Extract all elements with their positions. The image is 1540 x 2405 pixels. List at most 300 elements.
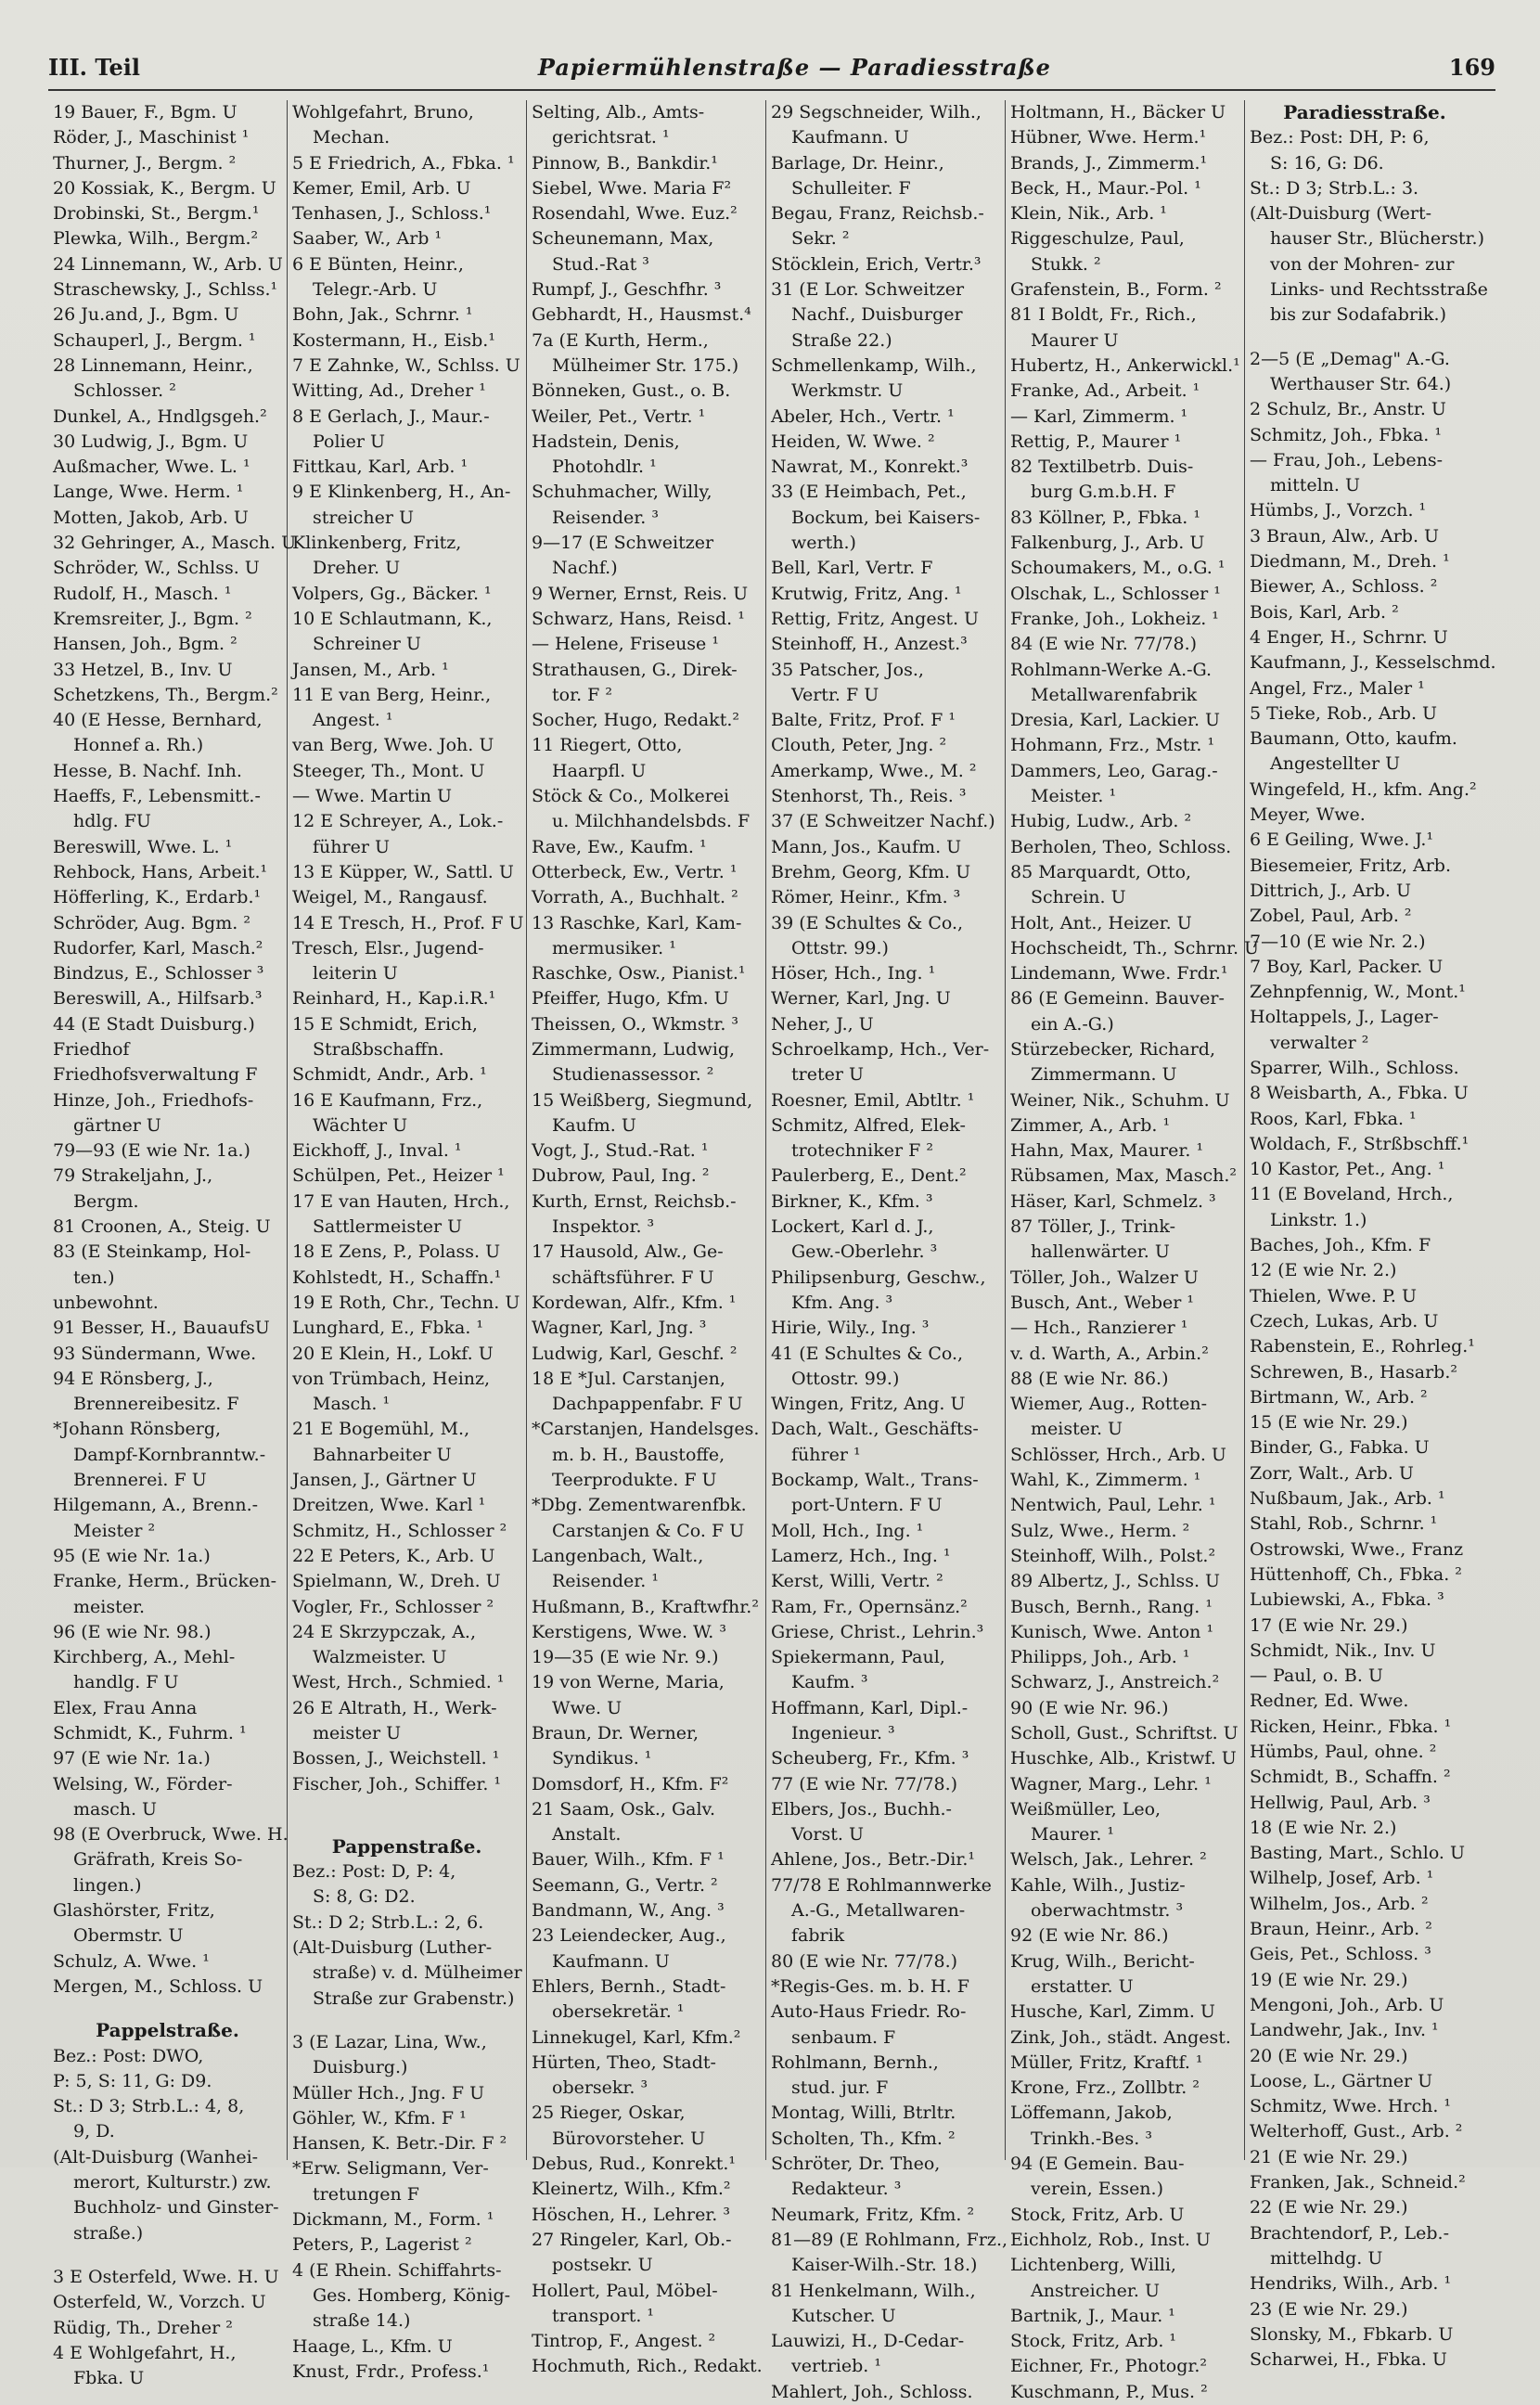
directory-entry: Mengoni, Joh., Arb. U xyxy=(1250,1994,1444,2015)
directory-entry: Weigel, M., Rangausf. xyxy=(292,887,488,908)
directory-entry: 6 E Bünten, Heinr., xyxy=(292,253,464,275)
directory-entry: Spiekermann, Paul, xyxy=(771,1647,945,1668)
directory-entry: treter U xyxy=(791,1064,864,1086)
directory-entry: Zehnpfennig, W., Mont.¹ xyxy=(1250,982,1466,1003)
directory-entry: Dampf-Kornbranntw.- xyxy=(73,1444,266,1465)
directory-entry: Scharwei, H., Fbka. U xyxy=(1250,2349,1447,2371)
directory-entry: trotechniker F ² xyxy=(791,1140,933,1162)
directory-entry: Römer, Heinr., Kfm. ³ xyxy=(771,887,961,908)
directory-entry: Zorr, Walt., Arb. U xyxy=(1250,1462,1414,1484)
directory-entry: Höfferling, K., Erdarb.¹ xyxy=(53,887,262,908)
directory-entry: Werthauser Str. 64.) xyxy=(1270,373,1452,394)
directory-entry: Nentwich, Paul, Lehr. ¹ xyxy=(1010,1495,1216,1516)
directory-entry: Schulz, A. Wwe. ¹ xyxy=(53,1950,210,1972)
directory-entry: Elex, Frau Anna xyxy=(53,1697,198,1718)
directory-entry: Honnef a. Rh.) xyxy=(73,735,204,756)
directory-entry: 2 Schulz, Br., Anstr. U xyxy=(1250,399,1446,420)
directory-entry: Neumark, Fritz, Kfm. ² xyxy=(771,2204,975,2225)
directory-entry: Wingen, Fritz, Ang. U xyxy=(771,1394,966,1415)
directory-entry: 10 E Schlautmann, K., xyxy=(292,608,493,629)
directory-entry: Dickmann, M., Form. ¹ xyxy=(292,2209,494,2231)
directory-entry: 15 E Schmidt, Erich, xyxy=(292,1013,478,1035)
directory-entry: Neher, J., U xyxy=(771,1013,874,1035)
directory-entry: Straße zur Grabenstr.) xyxy=(313,1987,515,2009)
directory-entry: Polier U xyxy=(313,431,385,452)
directory-entry: Diedmann, M., Dreh. ¹ xyxy=(1250,551,1450,572)
directory-entry: Angestellter U xyxy=(1270,753,1401,775)
directory-entry: Bauer, Wilh., Kfm. F ¹ xyxy=(532,1849,725,1871)
directory-entry: S: 16, G: D6. xyxy=(1270,152,1384,174)
directory-entry: Biesemeier, Fritz, Arb. xyxy=(1250,855,1452,876)
directory-entry: Lauwizi, H., D-Cedar- xyxy=(771,2331,965,2352)
directory-entry: schäftsführer. F U xyxy=(552,1267,714,1288)
directory-entry: Bossen, J., Weichstell. ¹ xyxy=(292,1748,500,1769)
directory-entry: Stud.-Rat ³ xyxy=(552,253,649,275)
spacer xyxy=(53,2000,282,2018)
directory-entry: Hochmuth, Rich., Redakt. xyxy=(532,2356,763,2377)
directory-entry: Brachtendorf, P., Leb.- xyxy=(1250,2222,1450,2244)
directory-entry: 18 (E wie Nr. 2.) xyxy=(1250,1817,1397,1838)
directory-entry: Schröter, Dr. Theo, xyxy=(771,2154,941,2175)
directory-entry: Bereswill, A., Hilfsarb.³ xyxy=(53,988,263,1010)
directory-entry: Bartnik, J., Maur. ¹ xyxy=(1010,2305,1175,2326)
directory-entry: 9 E Klinkenberg, H., An- xyxy=(292,482,511,503)
directory-entry: Syndikus. ¹ xyxy=(552,1748,652,1769)
directory-entry: Scheunemann, Max, xyxy=(532,228,714,250)
directory-entry: oberwachtmstr. ³ xyxy=(1031,1900,1184,1922)
directory-entry: Schmidt, Andr., Arb. ¹ xyxy=(292,1064,487,1086)
directory-entry: 28 Linnemann, Heinr., xyxy=(53,354,253,376)
directory-entry: Langenbach, Walt., xyxy=(532,1545,704,1566)
directory-entry: Schuhmacher, Willy, xyxy=(532,482,712,503)
directory-entry: Hirie, Wily., Ing. ³ xyxy=(771,1318,930,1339)
directory-entry: Stürzebecker, Richard, xyxy=(1010,1038,1215,1060)
directory-entry: 21 (E wie Nr. 29.) xyxy=(1250,2146,1408,2167)
directory-entry: m. b. H., Baustoffe, xyxy=(552,1444,725,1465)
directory-entry: Hendriks, Wilh., Arb. ¹ xyxy=(1250,2273,1452,2295)
directory-entry: Maurer U xyxy=(1031,329,1119,351)
directory-entry: Debus, Rud., Konrekt.¹ xyxy=(532,2154,737,2175)
directory-entry: verwalter ² xyxy=(1270,1032,1369,1053)
directory-entry: Bürovorsteher. U xyxy=(552,2128,706,2149)
directory-entry: Ges. Homberg, König- xyxy=(313,2284,511,2306)
directory-entry: Balte, Fritz, Prof. F ¹ xyxy=(771,710,956,731)
directory-entry: Riggeschulze, Paul, xyxy=(1010,228,1185,250)
directory-entry: 20 Kossiak, K., Bergm. U xyxy=(53,177,276,199)
directory-entry: von der Mohren- zur xyxy=(1270,253,1455,275)
directory-entry: Roesner, Emil, Abtltr. ¹ xyxy=(771,1089,975,1111)
directory-entry: — Frau, Joh., Lebens- xyxy=(1250,449,1444,470)
directory-entry: Saaber, W., Arb ¹ xyxy=(292,228,443,250)
directory-entry: Siebel, Wwe. Maria F² xyxy=(532,177,732,199)
directory-entry: Stenhorst, Th., Reis. ³ xyxy=(771,786,967,807)
directory-entry: Bez.: Post: D, P: 4, xyxy=(292,1861,456,1883)
directory-entry: Moll, Hch., Ing. ¹ xyxy=(771,1520,924,1541)
directory-entry: Braun, Dr. Werner, xyxy=(532,1723,699,1743)
directory-entry: Drobinski, St., Bergm.¹ xyxy=(53,203,260,225)
directory-entry: Elbers, Jos., Buchh.- xyxy=(771,1798,952,1820)
directory-entry: A.-G., Metallwaren- xyxy=(791,1900,966,1922)
directory-entry: *Carstanjen, Handelsges. xyxy=(532,1419,760,1440)
directory-entry: Redakteur. ³ xyxy=(791,2179,902,2200)
directory-entry: Grafenstein, B., Form. ² xyxy=(1010,279,1222,301)
directory-entry: 81—89 (E Rohlmann, Frz., xyxy=(771,2229,1008,2250)
directory-entry: meister. xyxy=(73,1596,146,1617)
directory-entry: Nawrat, M., Konrekt.³ xyxy=(771,457,969,478)
directory-entry: Ricken, Heinr., Fbka. ¹ xyxy=(1250,1716,1452,1737)
directory-entry: hallenwärter. U xyxy=(1031,1241,1170,1263)
directory-entry: Birtmann, W., Arb. ² xyxy=(1250,1386,1428,1408)
directory-entry: führer ¹ xyxy=(791,1444,861,1465)
directory-entry: Bohn, Jak., Schrnr. ¹ xyxy=(292,304,473,326)
directory-entry: Stock, Fritz, Arb. U xyxy=(1010,2204,1185,2225)
directory-entry: Rohlmann, Bernh., xyxy=(771,2051,939,2073)
directory-entry: hdlg. FU xyxy=(73,811,151,832)
directory-entry: Welterhoff, Gust., Arb. ² xyxy=(1250,2121,1463,2142)
directory-entry: Schoumakers, M., o.G. ¹ xyxy=(1010,558,1226,579)
directory-entry: Lamerz, Hch., Ing. ¹ xyxy=(771,1545,951,1566)
directory-entry: Rudolf, H., Masch. ¹ xyxy=(53,583,232,604)
directory-entry: Loose, L., Gärtner U xyxy=(1250,2070,1433,2091)
directory-entry: Masch. ¹ xyxy=(313,1394,391,1415)
directory-entry: Brennereibesitz. F xyxy=(73,1394,239,1415)
directory-entry: Gebhardt, H., Hausmst.⁴ xyxy=(532,304,751,326)
directory-entry: Dittrich, J., Arb. U xyxy=(1250,880,1412,901)
directory-entry: 2—5 (E „Demag" A.-G. xyxy=(1250,348,1450,369)
directory-entry: Bez.: Post: DH, P: 6, xyxy=(1250,127,1430,148)
directory-entry: Mann, Jos., Kaufm. U xyxy=(771,836,962,857)
directory-entry: Buchholz- und Ginster- xyxy=(73,2197,279,2219)
directory-entry: Bergm. xyxy=(73,1190,139,1212)
directory-entry: Müller, Fritz, Kraftf. ¹ xyxy=(1010,2051,1203,2073)
directory-entry: Holtappels, J., Lager- xyxy=(1250,1007,1439,1028)
directory-entry: Vertr. F U xyxy=(791,684,879,705)
directory-column xyxy=(288,100,527,2382)
directory-entry: van Berg, Wwe. Joh. U xyxy=(292,735,494,756)
directory-entry: lingen.) xyxy=(73,1874,142,1896)
directory-entry: Busch, Ant., Weber ¹ xyxy=(1010,1292,1194,1313)
directory-entry: S: 8, G: D2. xyxy=(313,1886,416,1908)
directory-entry: Hohmann, Frz., Mstr. ¹ xyxy=(1010,735,1215,756)
spacer xyxy=(292,2012,521,2030)
directory-entry: Hümbs, Paul, ohne. ² xyxy=(1250,1742,1437,1762)
directory-entry: Sattlermeister U xyxy=(313,1216,463,1238)
directory-entry: Ostrowski, Wwe., Franz xyxy=(1250,1538,1464,1560)
directory-entry: vertrieb. ¹ xyxy=(791,2356,881,2377)
directory-entry: Photohdlr. ¹ xyxy=(552,457,657,478)
directory-entry: Anstalt. xyxy=(552,1824,622,1846)
directory-entry: Zimmermann. U xyxy=(1031,1064,1177,1086)
directory-entry: Basting, Mart., Schlo. U xyxy=(1250,1843,1466,1864)
directory-entry: Schlösser, Hrch., Arb. U xyxy=(1010,1444,1226,1465)
directory-entry: Inspektor. ³ xyxy=(552,1216,655,1238)
directory-entry: 26 Ju.and, J., Bgm. U xyxy=(53,304,239,326)
directory-entry: 92 (E wie Nr. 86.) xyxy=(1010,1925,1169,1947)
directory-entry: 26 E Altrath, H., Werk- xyxy=(292,1697,497,1718)
directory-entry: 83 (E Steinkamp, Hol- xyxy=(53,1241,251,1263)
directory-entry: 5 E Friedrich, A., Fbka. ¹ xyxy=(292,152,515,174)
directory-entry: 79—93 (E wie Nr. 1a.) xyxy=(53,1140,250,1162)
directory-entry: Kirchberg, A., Mehl- xyxy=(53,1647,236,1668)
directory-entry: Rehbock, Hans, Arbeit.¹ xyxy=(53,861,268,882)
directory-entry: 18 E Zens, P., Polass. U xyxy=(292,1241,501,1263)
directory-entry: Baumann, Otto, kaufm. xyxy=(1250,728,1457,750)
directory-entry: Krutwig, Fritz, Ang. ¹ xyxy=(771,583,962,604)
directory-entry: 35 Patscher, Jos., xyxy=(771,659,924,680)
directory-entry: Klein, Nik., Arb. ¹ xyxy=(1010,203,1167,225)
directory-entry: Franke, Ad., Arbeit. ¹ xyxy=(1010,380,1200,402)
directory-entry: Kfm. Ang. ³ xyxy=(791,1292,893,1313)
directory-entry: Dunkel, A., Hndlgsgeh.² xyxy=(53,405,267,427)
directory-entry: Franke, Joh., Lokheiz. ¹ xyxy=(1010,608,1219,629)
directory-entry: 4 E Wohlgefahrt, H., xyxy=(53,2342,237,2363)
street-heading: Pappenstraße. xyxy=(331,1834,482,1858)
directory-entry: Rübsamen, Max, Masch.² xyxy=(1010,1165,1238,1187)
directory-column xyxy=(48,100,297,2389)
directory-entry: Reinhard, H., Kap.i.R.¹ xyxy=(292,988,496,1010)
directory-entry: Thielen, Wwe. P. U xyxy=(1250,1285,1418,1306)
directory-entry: Mahlert, Joh., Schloss. xyxy=(771,2381,973,2402)
directory-entry: Lange, Wwe. Herm. ¹ xyxy=(53,482,244,503)
directory-entry: Schmidt, B., Schaffn. ² xyxy=(1250,1767,1451,1788)
directory-entry: Stahl, Rob., Schrnr. ¹ xyxy=(1250,1513,1438,1535)
directory-entry: Maurer. ¹ xyxy=(1031,1824,1115,1846)
directory-entry: Welsch, Jak., Lehrer. ² xyxy=(1010,1849,1207,1871)
directory-entry: 27 Ringeler, Karl, Ob.- xyxy=(532,2229,732,2250)
directory-entry: Holtmann, H., Bäcker U xyxy=(1010,102,1226,122)
directory-entry: Dreher. U xyxy=(313,558,401,579)
directory-entry: Kuschmann, P., Mus. ² xyxy=(1010,2381,1208,2402)
directory-entry: senbaum. F xyxy=(791,2026,896,2048)
directory-entry: Eichner, Fr., Photogr.² xyxy=(1010,2356,1208,2377)
directory-entry: Röder, J., Maschinist ¹ xyxy=(53,127,250,148)
directory-entry: straße.) xyxy=(73,2222,144,2244)
directory-entry: — Helene, Friseuse ¹ xyxy=(532,634,719,655)
spacer xyxy=(53,2246,282,2265)
directory-entry: Schmidt, Nik., Inv. U xyxy=(1250,1640,1436,1661)
directory-entry: 7—10 (E wie Nr. 2.) xyxy=(1250,931,1426,952)
directory-entry: führer U xyxy=(313,836,390,857)
directory-entry: Linkstr. 1.) xyxy=(1270,1209,1367,1230)
directory-entry: Ram, Fr., Opernsänz.² xyxy=(771,1596,968,1617)
directory-entry: Links- und Rechtsstraße xyxy=(1270,279,1488,301)
directory-entry: tretungen F xyxy=(313,2183,419,2205)
directory-entry: 77/78 E Rohlmannwerke xyxy=(771,1874,992,1896)
directory-entry: — Wwe. Martin U xyxy=(292,786,453,807)
directory-entry: Kaiser-Wilh.-Str. 18.) xyxy=(791,2255,978,2276)
directory-entry: Schwarz, J., Anstreich.² xyxy=(1010,1672,1220,1693)
directory-entry: Schreiner U xyxy=(313,634,421,655)
directory-entry: 19 E Roth, Chr., Techn. U xyxy=(292,1292,520,1313)
directory-column xyxy=(527,100,766,2377)
directory-entry: Theissen, O., Wkmstr. ³ xyxy=(532,1013,739,1035)
directory-entry: Stöcklein, Erich, Vertr.³ xyxy=(771,253,982,275)
directory-entry: postsekr. U xyxy=(552,2255,653,2276)
directory-entry: — Hch., Ranzierer ¹ xyxy=(1010,1318,1188,1339)
directory-entry: Barlage, Dr. Heinr., xyxy=(771,152,944,174)
directory-entry: Spielmann, W., Dreh. U xyxy=(292,1571,501,1592)
directory-entry: mittelhdg. U xyxy=(1270,2247,1383,2269)
directory-entry: Lockert, Karl d. J., xyxy=(771,1216,934,1238)
directory-entry: 17 (E wie Nr. 29.) xyxy=(1250,1614,1408,1636)
directory-entry: mitteln. U xyxy=(1270,475,1361,496)
directory-entry: Wwe. U xyxy=(552,1697,622,1718)
directory-entry: straße) v. d. Mülheimer xyxy=(313,1962,522,1984)
directory-entry: Krug, Wilh., Bericht- xyxy=(1010,1950,1195,1972)
directory-entry: Brands, J., Zimmerm.¹ xyxy=(1010,152,1208,174)
directory-entry: 13 Raschke, Karl, Kam- xyxy=(532,912,742,933)
directory-entry: Schülpen, Pet., Heizer ¹ xyxy=(292,1165,505,1187)
directory-entry: 9—17 (E Schweitzer xyxy=(532,533,714,554)
directory-entry: Tintrop, F., Angest. ² xyxy=(532,2331,716,2352)
directory-entry: Carstanjen & Co. F U xyxy=(552,1520,745,1541)
directory-entry: Wächter U xyxy=(313,1114,408,1136)
directory-entry: Fbka. U xyxy=(73,2368,145,2389)
directory-entry: 89 Albertz, J., Schlss. U xyxy=(1010,1571,1221,1592)
directory-entry: *Dbg. Zementwarenfbk. xyxy=(532,1495,747,1516)
directory-entry: Welsing, W., Förder- xyxy=(53,1773,233,1794)
directory-entry: verein, Essen.) xyxy=(1031,2179,1164,2200)
directory-entry: Bockamp, Walt., Trans- xyxy=(771,1470,979,1491)
directory-entry: Dammers, Leo, Garag.- xyxy=(1010,760,1218,781)
directory-entry: Weißmüller, Leo, xyxy=(1010,1798,1161,1820)
directory-entry: Steinhoff, Wilh., Polst.² xyxy=(1010,1545,1216,1566)
directory-entry: Kordewan, Alfr., Kfm. ¹ xyxy=(532,1292,737,1313)
directory-entry: Rosendahl, Wwe. Euz.² xyxy=(532,203,738,225)
directory-entry: Kaufmann. U xyxy=(791,127,909,148)
directory-entry: Kohlstedt, H., Schaffn.¹ xyxy=(292,1267,502,1288)
directory-entry: Jansen, J., Gärtner U xyxy=(292,1470,477,1491)
directory-entry: Begau, Franz, Reichsb.- xyxy=(771,203,984,225)
directory-entry: Wagner, Marg., Lehr. ¹ xyxy=(1010,1773,1212,1794)
directory-column xyxy=(766,100,1008,2402)
directory-entry: 39 (E Schultes & Co., xyxy=(771,912,964,933)
directory-entry: Tenhasen, J., Schloss.¹ xyxy=(292,203,492,225)
directory-entry: Berholen, Theo, Schloss. xyxy=(1010,836,1232,857)
directory-entry: Peters, P., Lagerist ² xyxy=(292,2234,472,2256)
street-heading: Paradiesstraße. xyxy=(1283,101,1446,123)
directory-entry: 13 E Küpper, W., Sattl. U xyxy=(292,861,514,882)
directory-entry: Friedhofsverwaltung F xyxy=(53,1064,258,1086)
directory-entry: 19 (E wie Nr. 29.) xyxy=(1250,1969,1408,1990)
directory-entry: Griese, Christ., Lehrin.³ xyxy=(771,1621,984,1642)
directory-entry: Kunisch, Wwe. Anton ¹ xyxy=(1010,1621,1214,1642)
directory-entry: Angest. ¹ xyxy=(313,710,393,731)
directory-entry: Wiemer, Aug., Rotten- xyxy=(1010,1394,1208,1415)
directory-entry: Slonsky, M., Fbkarb. U xyxy=(1250,2323,1454,2345)
directory-entry: Knust, Frdr., Profess.¹ xyxy=(292,2360,490,2382)
directory-entry: Vogt, J., Stud.-Rat. ¹ xyxy=(532,1140,709,1162)
directory-entry: Hadstein, Denis, xyxy=(532,431,680,452)
directory-entry: 88 (E wie Nr. 86.) xyxy=(1010,1368,1169,1389)
directory-entry: Rohlmann-Werke A.-G. xyxy=(1010,659,1213,680)
directory-entry: Reisender. ¹ xyxy=(552,1571,659,1592)
directory-entry: Biewer, A., Schloss. ² xyxy=(1250,576,1438,598)
directory-entry: Kerstigens, Wwe. W. ³ xyxy=(532,1621,726,1642)
directory-entry: Mergen, M., Schloss. U xyxy=(53,1975,263,1997)
directory-entry: Schmitz, Joh., Fbka. ¹ xyxy=(1250,424,1443,445)
directory-entry: Montag, Willi, Btrltr. xyxy=(771,2103,956,2124)
directory-entry: Hüttenhoff, Ch., Fbka. ² xyxy=(1250,1563,1462,1585)
directory-entry: 98 (E Overbruck, Wwe. H. xyxy=(53,1824,289,1846)
directory-entry: Falkenburg, J., Arb. U xyxy=(1010,533,1205,554)
directory-entry: stud. jur. F xyxy=(791,2077,889,2099)
directory-entry: meister U xyxy=(313,1723,402,1743)
directory-entry: Roos, Karl, Fbka. ¹ xyxy=(1250,1108,1417,1129)
directory-entry: leiterin U xyxy=(313,963,398,984)
directory-entry: 6 E Geiling, Wwe. J.¹ xyxy=(1250,830,1434,851)
directory-entry: Rumpf, J., Geschfhr. ³ xyxy=(532,279,722,301)
directory-entry: 9, D. xyxy=(73,2121,115,2142)
directory-entry: 8 E Gerlach, J., Maur.- xyxy=(292,405,490,427)
directory-entry: Husche, Karl, Zimm. U xyxy=(1010,2001,1215,2023)
directory-entry: burg G.m.b.H. F xyxy=(1031,482,1176,503)
directory-entry: Bez.: Post: DWO, xyxy=(53,2045,204,2066)
directory-entry: Schröder, W., Schlss. U xyxy=(53,558,260,579)
directory-entry: Hellwig, Paul, Arb. ³ xyxy=(1250,1792,1431,1813)
directory-entry: Telegr.-Arb. U xyxy=(313,279,438,301)
directory-column xyxy=(1245,100,1496,2371)
directory-entry: Jansen, M., Arb. ¹ xyxy=(292,659,449,680)
directory-entry: Wohlgefahrt, Bruno, xyxy=(292,102,474,122)
directory-entry: Höser, Hch., Ing. ¹ xyxy=(771,963,936,984)
directory-entry: Meister. ¹ xyxy=(1031,786,1117,807)
directory-entry: tor. F ² xyxy=(552,684,612,705)
spacer xyxy=(1250,328,1480,347)
directory-entry: Trinkh.-Bes. ³ xyxy=(1031,2128,1152,2149)
directory-entry: Baches, Joh., Kfm. F xyxy=(1250,1235,1431,1256)
directory-entry: Hußmann, B., Kraftwfhr.² xyxy=(532,1596,759,1617)
directory-entry: Pfeiffer, Hugo, Kfm. U xyxy=(532,988,729,1010)
directory-entry: Rudorfer, Karl, Masch.² xyxy=(53,937,263,958)
directory-entry: 25 Rieger, Oskar, xyxy=(532,2103,686,2124)
directory-entry: 5 Tieke, Rob., Arb. U xyxy=(1250,702,1438,724)
directory-entry: Kutscher. U xyxy=(791,2305,896,2326)
directory-entry: Abeler, Hch., Vertr. ¹ xyxy=(771,405,955,427)
directory-entry: Bereswill, Wwe. L. ¹ xyxy=(53,836,233,857)
directory-entry: Haage, L., Kfm. U xyxy=(292,2335,453,2357)
directory-entry: Schauperl, J., Bergm. ¹ xyxy=(53,329,256,351)
directory-entry: Bindzus, E., Schlosser ³ xyxy=(53,963,264,984)
directory-entry: 20 E Klein, H., Lokf. U xyxy=(292,1343,494,1364)
directory-entry: Ahlene, Jos., Betr.-Dir.¹ xyxy=(771,1849,976,1871)
directory-entry: 91 Besser, H., BauaufsU xyxy=(53,1318,270,1339)
directory-entry: Linnekugel, Karl, Kfm.² xyxy=(532,2026,741,2048)
directory-entry: Philipsenburg, Geschw., xyxy=(771,1267,986,1288)
directory-entry: Sparrer, Wilh., Schloss. xyxy=(1250,1057,1459,1078)
directory-entry: mermusiker. ¹ xyxy=(552,937,676,958)
directory-entry: Werner, Karl, Jng. U xyxy=(771,988,951,1010)
directory-entry: 33 (E Heimbach, Pet., xyxy=(771,482,967,503)
directory-entry: Gew.-Oberlehr. ³ xyxy=(791,1241,938,1263)
directory-entry: Lindemann, Wwe. Frdr.¹ xyxy=(1010,963,1228,984)
directory-entry: Huschke, Alb., Kristwf. U xyxy=(1010,1748,1237,1769)
directory-entry: Gräfrath, Kreis So- xyxy=(73,1849,243,1871)
directory-entry: Häser, Karl, Schmelz. ³ xyxy=(1010,1190,1216,1212)
directory-entry: 21 Saam, Osk., Galv. xyxy=(532,1798,716,1820)
directory-entry: 22 (E wie Nr. 29.) xyxy=(1250,2197,1408,2219)
directory-entry: Thurner, J., Bergm. ² xyxy=(53,152,237,174)
directory-entry: Strathausen, G., Direk- xyxy=(532,659,738,680)
directory-entry: ein A.-G.) xyxy=(1031,1013,1114,1035)
directory-entry: Franke, Herm., Brücken- xyxy=(53,1571,277,1592)
directory-entry: 17 E van Hauten, Hrch., xyxy=(292,1190,510,1212)
directory-entry: Anstreicher. U xyxy=(1031,2280,1160,2301)
directory-entry: *Erw. Seligmann, Ver- xyxy=(292,2158,489,2180)
directory-entry: 19—35 (E wie Nr. 9.) xyxy=(532,1647,719,1668)
directory-entry: obersekretär. ¹ xyxy=(552,2001,685,2023)
directory-entry: Landwehr, Jak., Inv. ¹ xyxy=(1250,2020,1439,2041)
